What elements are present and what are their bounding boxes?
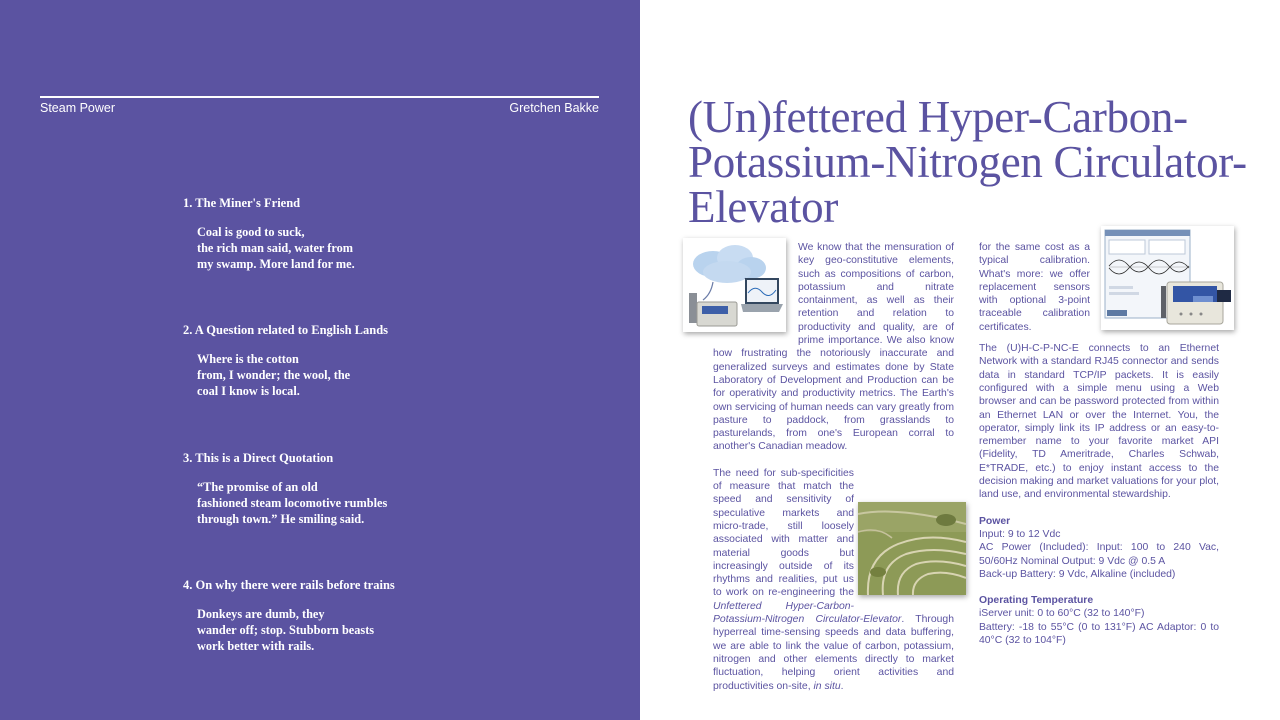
poem-heading: 4. On why there were rails before trains — [183, 578, 395, 592]
product-name: Unfettered Hyper-Carbon-Potassium-Nitrogen Circulator-Elevator — [713, 600, 902, 626]
poem-lines — [197, 479, 443, 528]
running-head-right: Gretchen Bakke — [509, 101, 599, 115]
poem-line: wander off; stop. Stubborn beasts — [197, 623, 375, 638]
poem-line: my swamp. More land for me. — [197, 257, 355, 272]
poem-heading: 3. This is a Direct Quotation — [183, 451, 334, 465]
poem-line: work better with rails. — [197, 639, 315, 654]
figure-float-space — [1090, 241, 1219, 334]
article-column-1 — [713, 241, 954, 693]
poem-4 — [183, 577, 443, 655]
paragraph-italic: in situ — [813, 680, 841, 692]
poem-line: Coal is good to suck, — [197, 225, 305, 239]
poem-3 — [183, 450, 443, 528]
power-heading: Power — [979, 515, 1011, 527]
column2-paragraph-1: for the same cost as a typical calibration. What's more: we offer replacement sensors with optional 3-point traceable calibration certificates. — [979, 242, 1090, 333]
spec-line: Battery: -18 to 55°C (0 to 131°F) AC Adaptor: 0 to 40°C (32 to 104°F) — [979, 621, 1219, 647]
paragraph-text: The need for sub-specificities of measure that match the speed and sensitivity of speculative markets and micro-trade, still loosely associated with matter and material goods but increasingly outside of its rhythms and realities, put us to work on re-engineering the — [713, 467, 854, 599]
paragraph-text: . — [840, 680, 844, 692]
spec-line: AC Power (Included): Input: 100 to 240 Vac, 50/60Hz Nominal Output: 9 Vdc @ 0.5 A — [979, 542, 1219, 567]
spec-line: iServer unit: 0 to 60°C (32 to 140°F) — [979, 608, 1145, 620]
header-rule — [40, 96, 599, 98]
article-title: (Un)fettered Hyper-Carbon-Potassium-Nitrogen Circulator-Elevator — [688, 92, 1247, 232]
temperature-heading: Operating Temperature — [979, 595, 1094, 607]
poem-2 — [183, 322, 443, 400]
poem-lines — [197, 224, 443, 273]
poem-line: Donkeys are dumb, they — [197, 607, 325, 621]
poem-lines — [197, 606, 443, 655]
poem-line: Where is the cotton — [197, 352, 299, 366]
poem-1 — [183, 195, 443, 273]
figure-float-space — [854, 507, 954, 603]
paragraph-text: . Through hyperreal time-sensing speeds and data buffering, we are able to link the value of carbon, potassium, nitrogen and other elements directly to market fluctuation, helping orient activities and productivities on-site, — [713, 614, 954, 692]
running-head-left: Steam Power — [40, 101, 116, 115]
column2-paragraph-2: The (U)H-C-P-NC-E connects to an Ethernet Network with a standard RJ45 connector and sends data in standard TCP/IP packets. It is easily configured with a simple menu using a Web browser and can be password protected from within an Ethernet LAN or over the Internet. You, the operator, simply link its IP address or an easy-to-remember name to your favorite market API (Fidelity, TD Ameritrade, Charles Schwab, E*TRADE, etc.) to enjoy instant access to the decision making and market valuations for your plot, land use, and environmental stewardship. — [979, 343, 1219, 501]
poem-line: “The promise of an old — [197, 480, 318, 494]
right-page — [640, 0, 1280, 720]
poem-line: through town.” He smiling said. — [197, 512, 365, 527]
figure-float-space — [713, 241, 798, 347]
poem-line: from, I wonder; the wool, the — [197, 368, 351, 383]
poem-line: the rich man said, water from — [197, 241, 353, 256]
spec-line: Input: 9 to 12 Vdc — [979, 528, 1061, 540]
poem-line: fashioned steam locomotive rumbles — [197, 496, 388, 511]
article-column-2 — [979, 241, 1219, 647]
poem-lines — [197, 351, 443, 400]
spec-line: Back-up Battery: 9 Vdc, Alkaline (included) — [979, 568, 1176, 580]
column1-paragraph-1: We know that the mensuration of key geo-constitutive elements, such as compositions of carbon, potassium and nitrate containment, as well as their retention and relation to productivity and quality, are of prime importance. We also know how frustrating the notoriously inaccurate and generalized surveys and estimates done by State Laboratory of Development and Production can be for operativity and productivity metrics. The Earth's own servicing of human needs can vary greatly from pasture to paddock, from grasslands to pasturelands, from one's European corral to another's Canadian meadow. — [713, 242, 954, 453]
poem-heading: 1. The Miner's Friend — [183, 196, 301, 210]
poem-heading: 2. A Question related to English Lands — [183, 323, 389, 337]
poem-line: coal I know is local. — [197, 384, 300, 399]
